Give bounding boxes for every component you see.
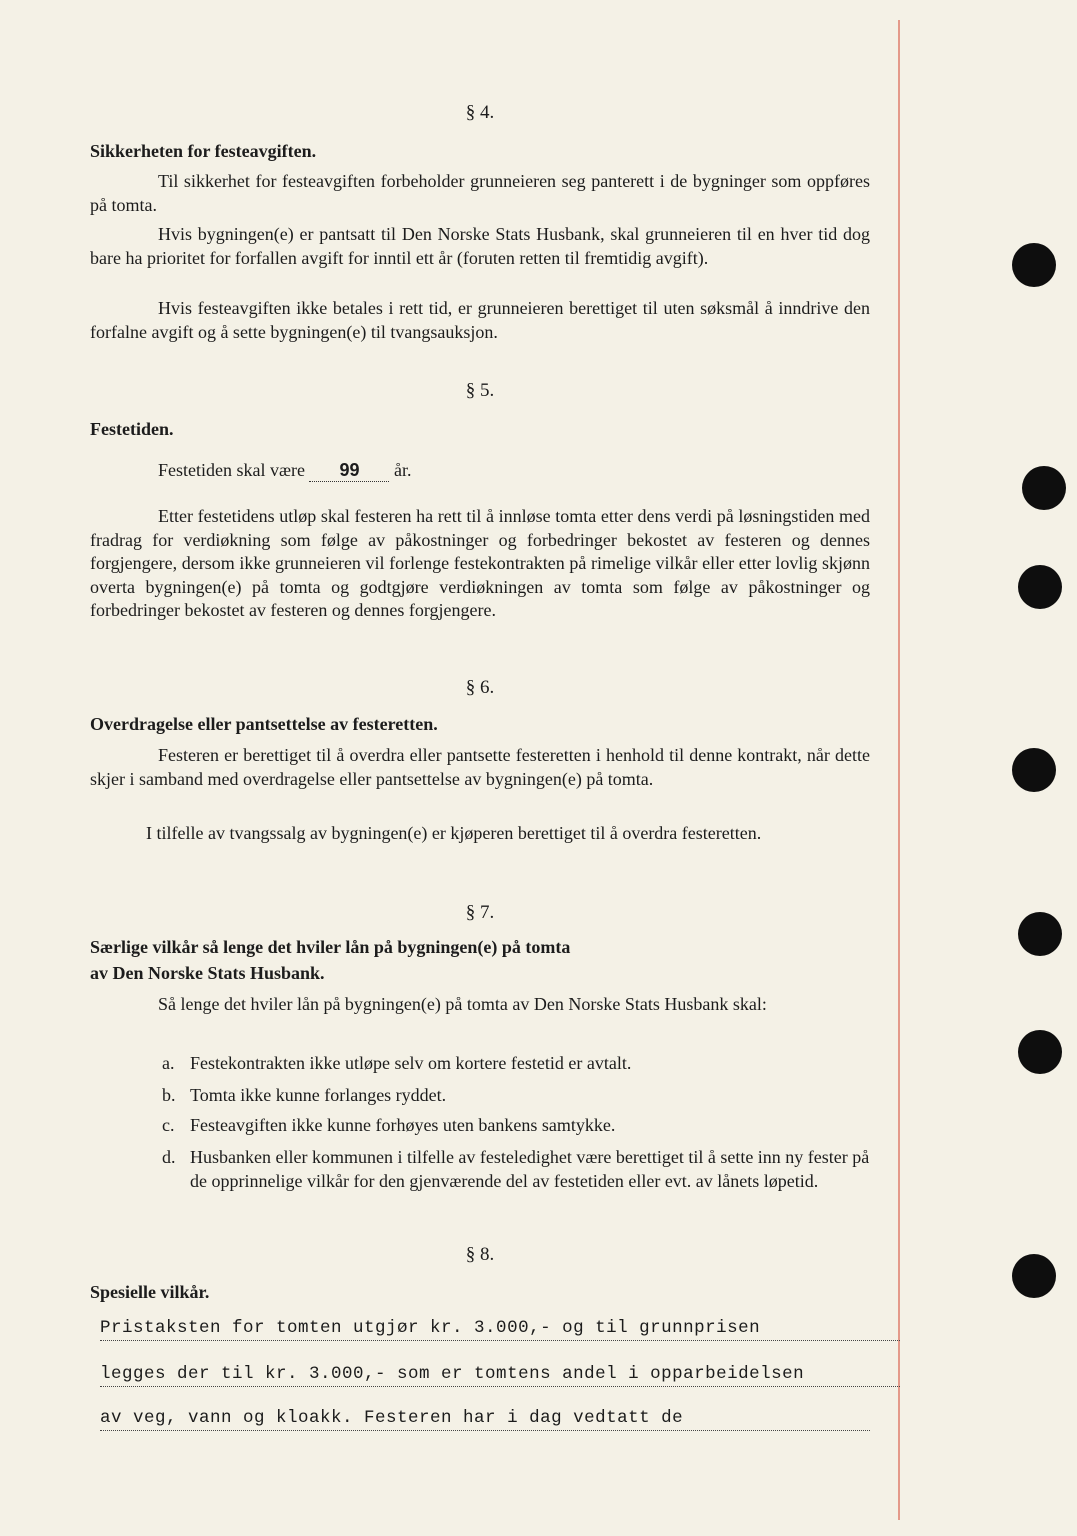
punch-hole <box>1018 912 1062 956</box>
section-4-heading: Sikkerheten for festeavgiften. <box>90 141 317 161</box>
typed-line: av veg, vann og kloakk. Festeren har i dag vedtatt de <box>100 1408 870 1431</box>
section-4-paragraph-2: Hvis bygningen(e) er pantsatt til Den Norske Stats Husbank, skal grunneieren til en hver tid dog bare ha prioritet for forfallen avgift for inntil ett år (foruten retten til fremtidig avgift). <box>90 224 870 268</box>
section-8-number: § 8. <box>465 1244 495 1265</box>
section-6-heading: Overdragelse eller pantsettelse av festeretten. <box>90 714 438 734</box>
section-4-paragraph-1: Til sikkerhet for festeavgiften forbeholder grunneieren seg panterett i de bygninger som oppføres på tomta. <box>90 171 870 215</box>
section-5-number: § 5. <box>465 380 495 401</box>
list-item: b. Tomta ikke kunne forlanges ryddet. <box>162 1085 447 1105</box>
typed-line: legges der til kr. 3.000,- som er tomtens andel i opparbeidelsen <box>100 1364 900 1387</box>
section-4-number: § 4. <box>465 102 495 123</box>
term-line: Festetiden skal være 99 år. <box>158 460 412 480</box>
punch-hole <box>1018 565 1062 609</box>
section-8-heading: Spesielle vilkår. <box>90 1282 210 1302</box>
list-item: d. Husbanken eller kommunen i tilfelle av festeledighet være berettiget til å sette inn ny fester på de opprinnelige vilkår for den gjenværende del av festetiden eller evt. av lånets løpetid. <box>162 1147 870 1191</box>
section-6-paragraph-1: Festeren er berettiget til å overdra eller pantsette festeretten i henhold til denne kontrakt, når dette skjer i samband med overdragelse eller pantsettelse av bygningen(e) på tomta. <box>90 745 870 789</box>
punch-hole <box>1012 243 1056 287</box>
punch-hole <box>1012 1254 1056 1298</box>
margin-rule <box>898 20 900 1520</box>
section-7-number: § 7. <box>465 902 495 923</box>
section-6-paragraph-2: I tilfelle av tvangssalg av bygningen(e) er kjøperen berettiget til å overdra festeretten. <box>146 823 762 843</box>
section-5-heading: Festetiden. <box>90 419 174 439</box>
list-item: a. Festekontrakten ikke utløpe selv om kortere festetid er avtalt. <box>162 1053 632 1073</box>
list-item: c. Festeavgiften ikke kunne forhøyes uten bankens samtykke. <box>162 1115 616 1135</box>
section-7-intro: Så lenge det hviler lån på bygningen(e) på tomta av Den Norske Stats Husbank skal: <box>158 994 767 1014</box>
term-value: 99 <box>309 460 389 482</box>
section-4-paragraph-3: Hvis festeavgiften ikke betales i rett tid, er grunneieren berettiget til uten søksmål å inndrive den forfalne avgift og å sette bygningen(e) til tvangsauksjon. <box>90 298 870 342</box>
section-5-paragraph-1: Etter festetidens utløp skal festeren ha rett til å innløse tomta etter dens verdi på løsningstiden med fradrag for verdiøkning som følge av påkostninger og forbedringer bekostet av festeren og dennes forgjengere, dersom ikke grunneieren vil forlenge festekontrakten på rimelige vilkår eller etter lovlig skjønn overta bygningen(e) på tomta og godtgjøre verdiøkningen av tomta som følge av påkostninger og forbedringer bekostet av festeren og dennes forgjengere. <box>90 506 870 620</box>
punch-hole <box>1022 466 1066 510</box>
section-7-heading-line-2: av Den Norske Stats Husbank. <box>90 963 325 983</box>
punch-hole <box>1018 1030 1062 1074</box>
section-7-heading-line-1: Særlige vilkår så lenge det hviler lån på bygningen(e) på tomta <box>90 937 571 957</box>
typed-line: Pristaksten for tomten utgjør kr. 3.000,- og til grunnprisen <box>100 1318 900 1341</box>
punch-hole <box>1012 748 1056 792</box>
section-6-number: § 6. <box>465 677 495 698</box>
